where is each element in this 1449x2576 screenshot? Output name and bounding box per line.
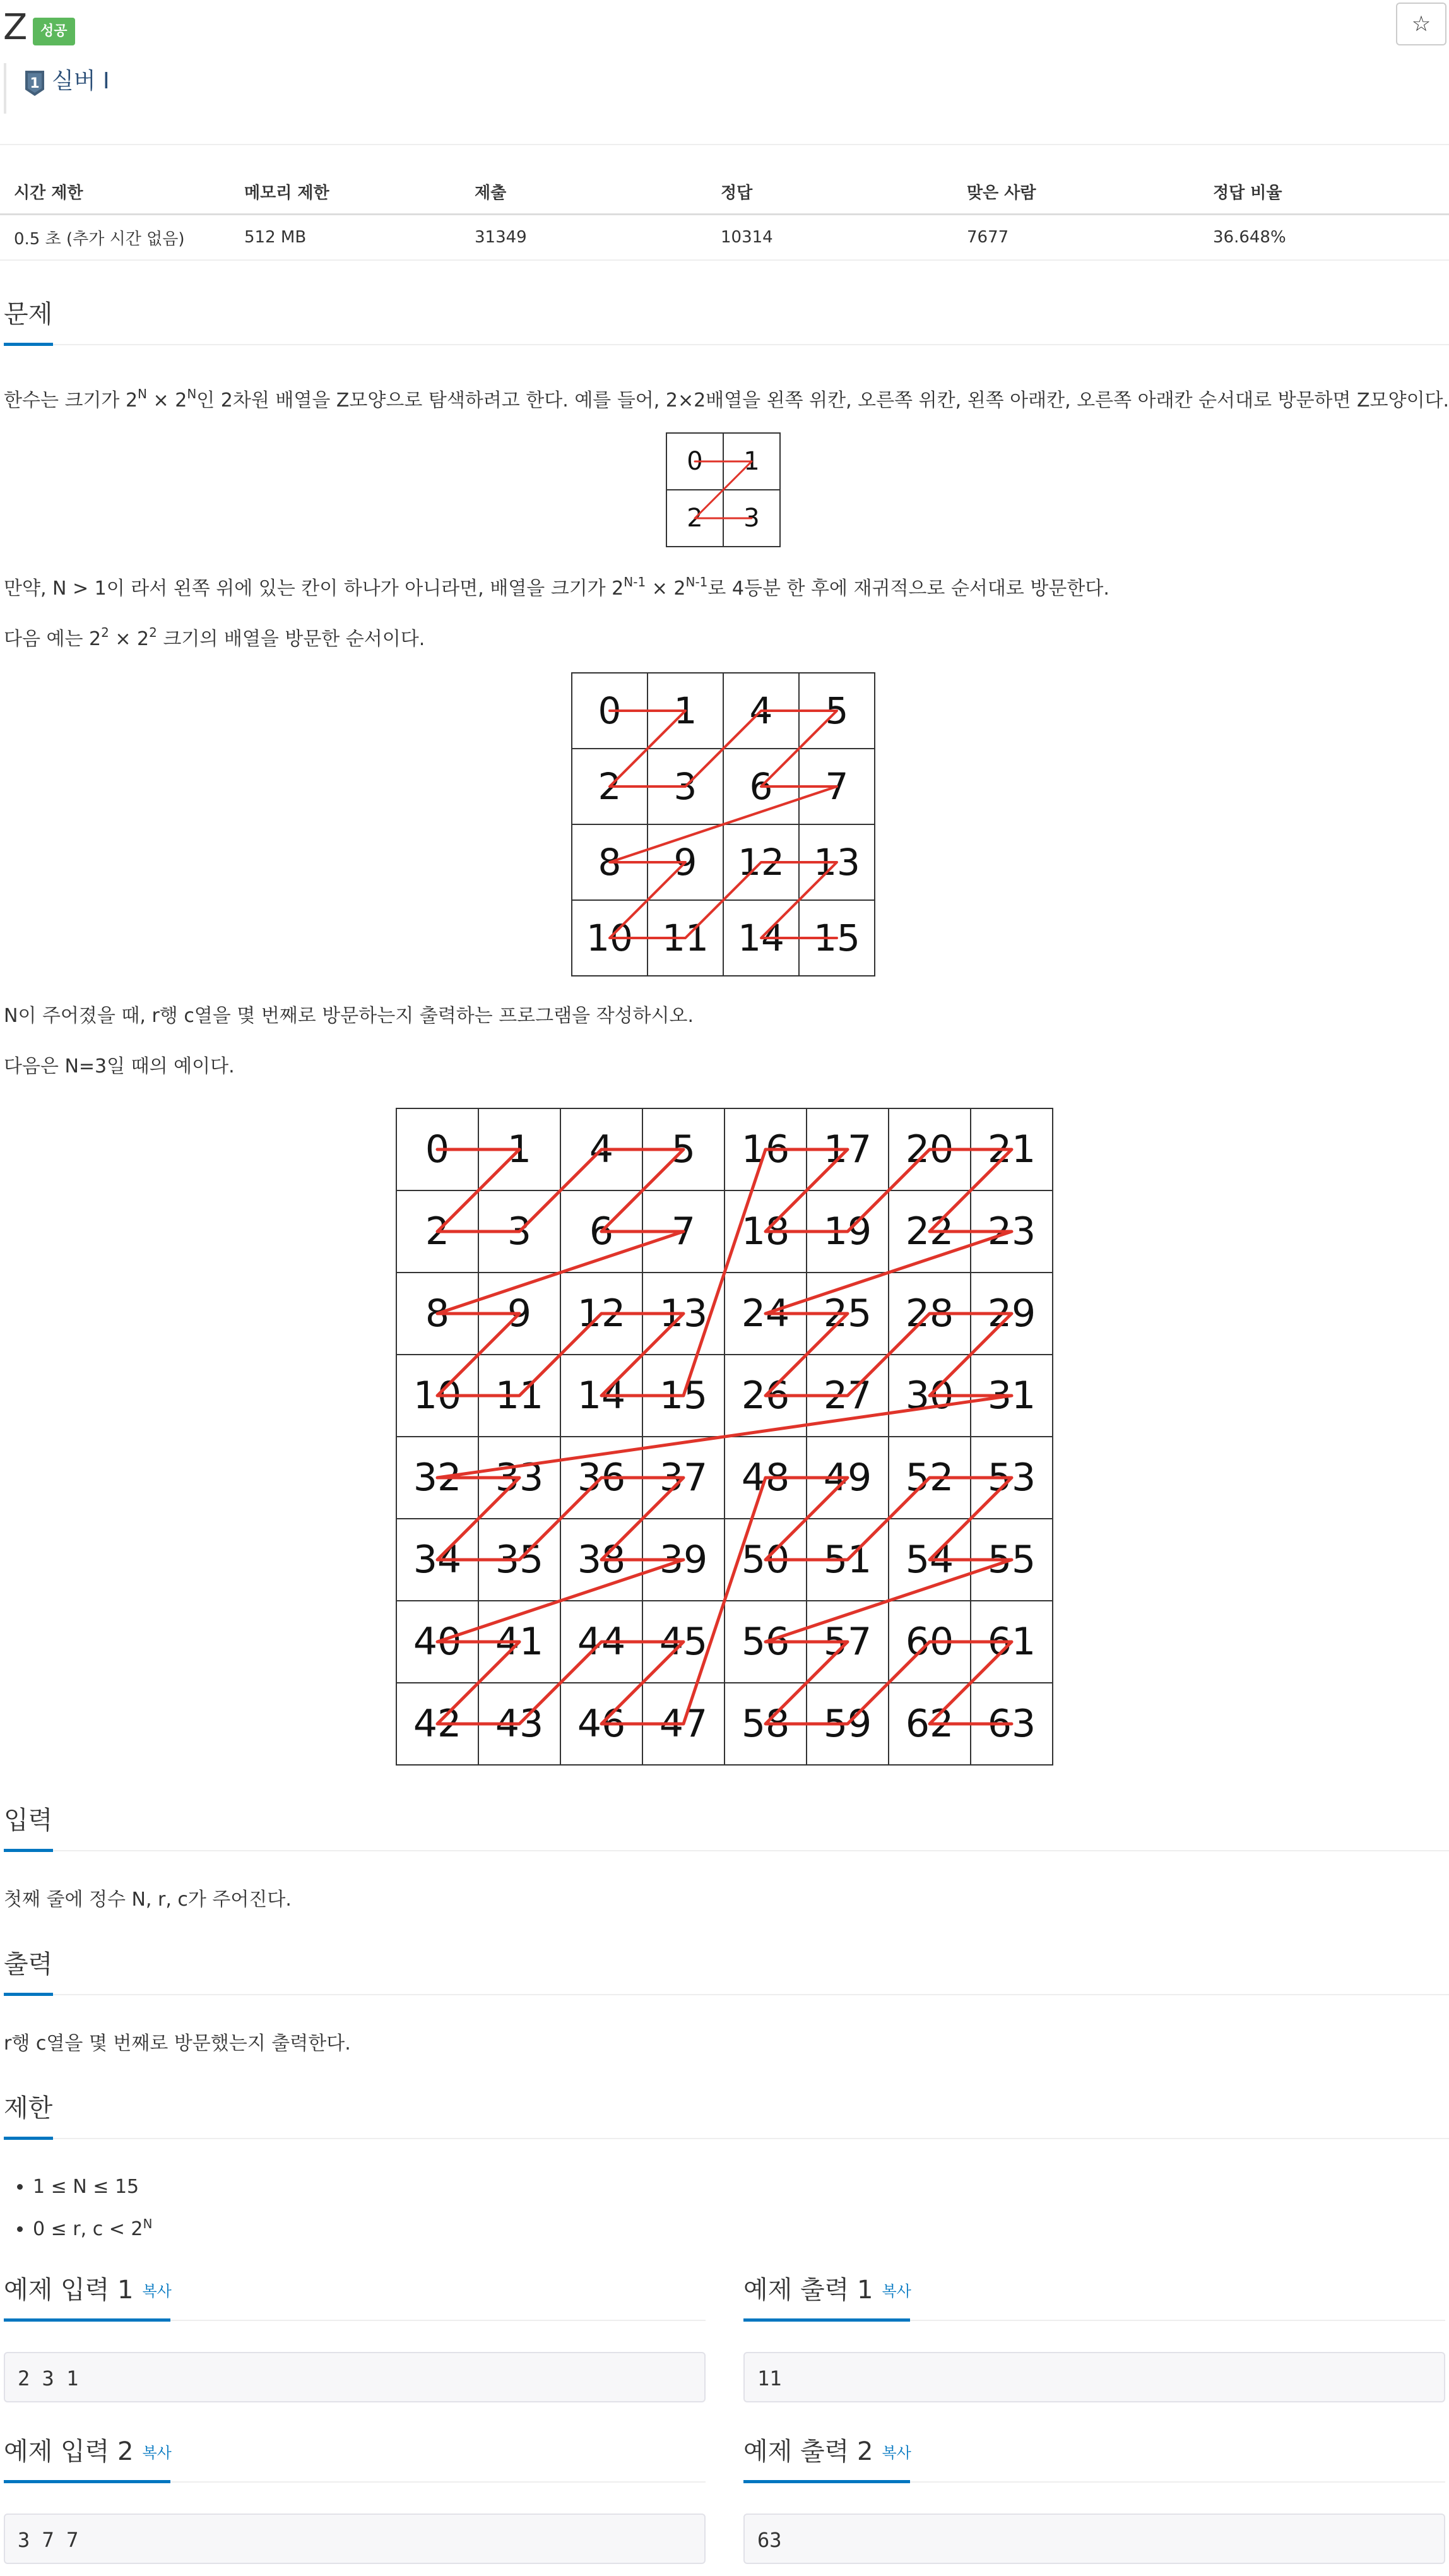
cell-number: 16 xyxy=(741,1127,790,1172)
cell-number: 53 xyxy=(987,1456,1036,1500)
cell-number: 61 xyxy=(987,1620,1036,1664)
th-memory-limit: 메모리 제한 xyxy=(230,169,461,215)
cell-number: 11 xyxy=(495,1374,544,1418)
cell-number: 19 xyxy=(823,1209,872,1254)
cell-number: 52 xyxy=(905,1456,954,1500)
cell-number: 18 xyxy=(741,1209,790,1254)
cell-number: 1 xyxy=(673,689,697,732)
cell-number: 48 xyxy=(741,1456,790,1500)
input-section-header: 입력 xyxy=(4,1806,53,1835)
cell-number: 6 xyxy=(589,1209,614,1254)
cell-number: 57 xyxy=(823,1620,872,1664)
cell-number: 51 xyxy=(823,1538,872,1582)
cell-number: 28 xyxy=(905,1291,954,1336)
section-underline xyxy=(4,1849,53,1852)
accepted-value: 10314 xyxy=(707,215,953,261)
cell-number: 32 xyxy=(413,1456,462,1500)
cell-number: 14 xyxy=(577,1374,626,1418)
star-icon: ☆ xyxy=(1411,11,1431,37)
input-text: 첫째 줄에 정수 N, r, c가 주어진다. xyxy=(4,1889,292,1911)
silver-tier-icon xyxy=(24,68,45,97)
th-solved-users: 맞은 사람 xyxy=(953,169,1199,215)
cell-number: 8 xyxy=(598,841,622,884)
star-button[interactable] xyxy=(1396,3,1446,45)
cell-number: 17 xyxy=(823,1127,872,1172)
cell-number: 23 xyxy=(987,1209,1036,1254)
cell-number: 43 xyxy=(495,1702,544,1746)
th-submissions: 제출 xyxy=(461,169,707,215)
memory-limit-value: 512 MB xyxy=(230,215,461,261)
sample-output-2-title: 예제 출력 2 복사 xyxy=(743,2437,911,2466)
cell-number: 27 xyxy=(823,1374,872,1418)
cell-number: 0 xyxy=(598,689,622,732)
th-accepted: 정답 xyxy=(707,169,953,215)
solved-users-value: 7677 xyxy=(953,215,1199,261)
cell-number: 38 xyxy=(577,1538,626,1582)
cell-number: 3 xyxy=(507,1209,532,1254)
section-divider xyxy=(4,2138,1449,2139)
cell-number: 14 xyxy=(738,917,784,959)
th-accept-ratio: 정답 비율 xyxy=(1199,169,1449,215)
cell-number: 11 xyxy=(662,917,709,959)
cell-number: 20 xyxy=(905,1127,954,1172)
cell-number: 9 xyxy=(673,841,697,884)
cell-number: 58 xyxy=(741,1702,790,1746)
cell-number: 60 xyxy=(905,1620,954,1664)
sample-input-1-title: 예제 입력 1 복사 xyxy=(4,2276,172,2305)
cell-number: 4 xyxy=(589,1127,614,1172)
cell-number: 7 xyxy=(825,765,849,808)
cell-number: 50 xyxy=(741,1538,790,1582)
cell-number: 9 xyxy=(507,1291,532,1336)
cell-number: 63 xyxy=(987,1702,1036,1746)
cell-number: 0 xyxy=(687,447,703,476)
sample-input-2[interactable]: 3 7 7 xyxy=(4,2514,706,2564)
section-divider xyxy=(4,1994,1449,1995)
description-p3: 다음 예는 $2^2 \times 2^2$ 크기의 배열을 방문한 순서이다. xyxy=(4,625,425,650)
cell-number: 22 xyxy=(905,1209,954,1254)
cell-number: 37 xyxy=(659,1456,708,1500)
cell-number: 42 xyxy=(413,1702,462,1746)
cell-number: 54 xyxy=(905,1538,954,1582)
figure-2x2 xyxy=(665,432,783,549)
tier-bar xyxy=(4,63,6,114)
cell-number: 39 xyxy=(659,1538,708,1582)
sample-output-2[interactable]: 63 xyxy=(743,2514,1445,2564)
figure-4x4 xyxy=(571,672,876,977)
cell-number: 5 xyxy=(671,1127,696,1172)
description-p2: 만약, N > 1이 라서 왼쪽 위에 있는 칸이 하나가 아니라면, 배열을 크기가 $2^{N-1} \times 2^{N-1}$로 4등분 한 후에 재귀적으로 순서대로 방문한다. xyxy=(4,574,1109,600)
cell-number: 36 xyxy=(577,1456,626,1500)
section-underline xyxy=(4,343,53,346)
cell-number: 44 xyxy=(577,1620,626,1664)
cell-number: 21 xyxy=(987,1127,1036,1172)
limits-list xyxy=(4,2169,152,2248)
cell-number: 55 xyxy=(987,1538,1036,1582)
section-underline xyxy=(743,2318,910,2322)
cell-number: 12 xyxy=(577,1291,626,1336)
cell-number: 33 xyxy=(495,1456,544,1500)
svg-text:1: 1 xyxy=(30,76,40,92)
list-item: • 0 ≤ r, $c < 2^N$ xyxy=(33,2205,152,2248)
th-time-limit: 시간 제한 xyxy=(0,169,230,215)
description-p4: N이 주어졌을 때, r행 c열을 몇 번째로 방문하는지 출력하는 프로그램을 작성하시오. xyxy=(4,1005,694,1027)
cell-number: 3 xyxy=(673,765,697,808)
cell-number: 49 xyxy=(823,1456,872,1500)
cell-number: 1 xyxy=(507,1127,532,1172)
cell-number: 5 xyxy=(825,689,849,732)
cell-number: 40 xyxy=(413,1620,462,1664)
cell-number: 3 xyxy=(743,504,760,533)
cell-number: 4 xyxy=(749,689,773,732)
cell-number: 25 xyxy=(823,1291,872,1336)
problem-info-table xyxy=(0,169,1449,261)
cell-number: 6 xyxy=(749,765,773,808)
section-divider xyxy=(4,344,1449,345)
cell-number: 10 xyxy=(586,917,633,959)
problem-title: Z xyxy=(3,7,28,48)
description-p1: 한수는 크기가 $2^N \times 2^N$인 2차원 배열을 Z모양으로 탐색하려고 한다. 예를 들어, 2×2배열을 왼쪽 위칸, 오른쪽 위칸, 왼쪽 아래칸, 오른쪽 아래칸 순서대로 방문하면 Z모양이다. xyxy=(4,386,1449,412)
section-underline xyxy=(4,2137,53,2140)
description-p5: 다음은 N=3일 때의 예이다. xyxy=(4,1055,235,1077)
list-item: • 1 ≤ N ≤ 15 xyxy=(33,2169,152,2205)
limits-section-header: 제한 xyxy=(4,2094,53,2123)
section-underline xyxy=(743,2480,910,2483)
cell-number: 15 xyxy=(813,917,860,959)
copy-button[interactable]: 복사 xyxy=(142,2282,172,2300)
time-limit-value: 0.5 초 (추가 시간 없음) xyxy=(0,215,230,261)
cell-number: 41 xyxy=(495,1620,544,1664)
cell-number: 47 xyxy=(659,1702,708,1746)
problem-section-header: 문제 xyxy=(4,300,53,329)
cell-number: 1 xyxy=(743,447,760,476)
section-underline xyxy=(4,2318,170,2322)
cell-number: 31 xyxy=(987,1374,1036,1418)
cell-number: 8 xyxy=(425,1291,450,1336)
accept-ratio-value: 36.648% xyxy=(1199,215,1449,261)
cell-number: 2 xyxy=(425,1209,450,1254)
cell-number: 13 xyxy=(813,841,860,884)
section-underline xyxy=(4,1993,53,1996)
output-section-header: 출력 xyxy=(4,1950,53,1979)
cell-number: 29 xyxy=(987,1291,1036,1336)
cell-number: 0 xyxy=(425,1127,450,1172)
copy-button[interactable]: 복사 xyxy=(142,2444,172,2462)
cell-number: 30 xyxy=(905,1374,954,1418)
sample-input-2-title: 예제 입력 2 복사 xyxy=(4,2437,172,2466)
tier-label[interactable]: 실버 I xyxy=(52,68,110,94)
copy-button[interactable]: 복사 xyxy=(882,2444,911,2462)
sample-output-1-title: 예제 출력 1 복사 xyxy=(743,2276,911,2305)
cell-number: 7 xyxy=(671,1209,696,1254)
submissions-value[interactable]: 31349 xyxy=(461,215,707,261)
cell-number: 62 xyxy=(905,1702,954,1746)
sample-output-1[interactable]: 11 xyxy=(743,2352,1445,2402)
cell-number: 26 xyxy=(741,1374,790,1418)
cell-number: 46 xyxy=(577,1702,626,1746)
cell-number: 35 xyxy=(495,1538,544,1582)
cell-number: 34 xyxy=(413,1538,462,1582)
figure-8x8 xyxy=(395,1107,1054,1766)
table-row xyxy=(0,215,1449,261)
cell-number: 15 xyxy=(659,1374,708,1418)
cell-number: 56 xyxy=(741,1620,790,1664)
cell-number: 24 xyxy=(741,1291,790,1336)
cell-number: 12 xyxy=(738,841,784,884)
copy-button[interactable]: 복사 xyxy=(882,2282,911,2300)
section-underline xyxy=(4,2480,170,2483)
cell-number: 10 xyxy=(413,1374,462,1418)
cell-number: 13 xyxy=(659,1291,708,1336)
cell-number: 45 xyxy=(659,1620,708,1664)
status-badge: 성공 xyxy=(33,18,75,45)
output-text: r행 c열을 몇 번째로 방문했는지 출력한다. xyxy=(4,2033,351,2055)
cell-number: 59 xyxy=(823,1702,872,1746)
cell-number: 2 xyxy=(598,765,622,808)
section-divider xyxy=(4,1850,1449,1851)
header-divider xyxy=(0,144,1449,145)
cell-number: 2 xyxy=(687,504,703,533)
sample-input-1[interactable]: 2 3 1 xyxy=(4,2352,706,2402)
